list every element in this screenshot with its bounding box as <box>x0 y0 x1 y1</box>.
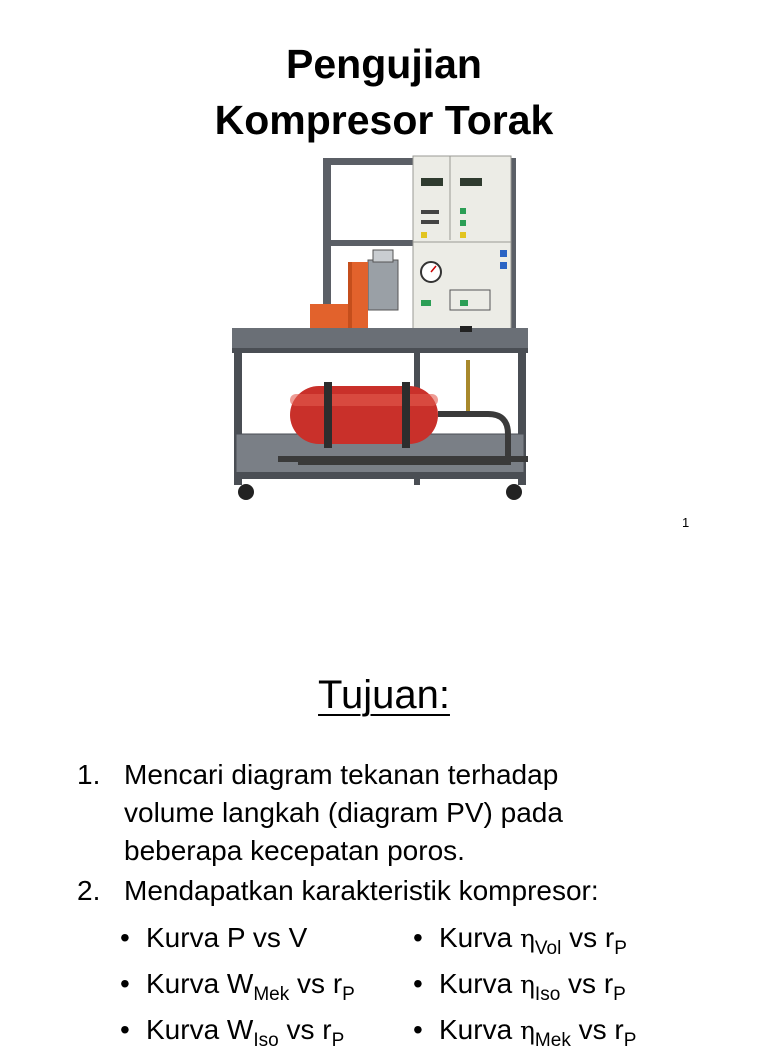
slide-title-line-2: Kompresor Torak <box>214 97 554 143</box>
slide-title: Tujuan: <box>318 673 450 717</box>
bullet-p-vs-v: • Kurva P vs V <box>120 922 308 953</box>
item-text-line: volume langkah (diagram PV) pada <box>124 797 563 828</box>
bullet-w-mek-vs-rp: • Kurva $W_{Mek}$ vs $r_P$ <box>120 968 355 1005</box>
bullet-eta-vol-vs-rp: • Kurva $\eta_{Vol}$ vs $r_P$ <box>413 922 627 959</box>
slide-title-line-1: Pengujian <box>286 41 482 87</box>
page-number: 1 <box>682 515 690 530</box>
compressor-test-rig-image <box>228 150 532 510</box>
item-number: 2. <box>77 875 101 906</box>
item-number: 1. <box>77 759 101 790</box>
item-text-line: Mencari diagram tekanan terhadap <box>124 759 559 790</box>
item-text-line: Mendapatkan karakteristik kompresor: <box>124 875 599 906</box>
bullet-eta-iso-vs-rp: • Kurva $\eta_{Iso}$ vs $r_P$ <box>413 968 626 1005</box>
item-text-line: beberapa kecepatan poros. <box>124 835 465 866</box>
slide-2 <box>0 576 768 1051</box>
bullet-eta-mek-vs-rp: • Kurva $\eta_{Mek}$ vs $r_P$ <box>413 1014 637 1051</box>
bullet-w-iso-vs-rp: • Kurva $W_{Iso}$ vs $r_P$ <box>120 1014 345 1051</box>
